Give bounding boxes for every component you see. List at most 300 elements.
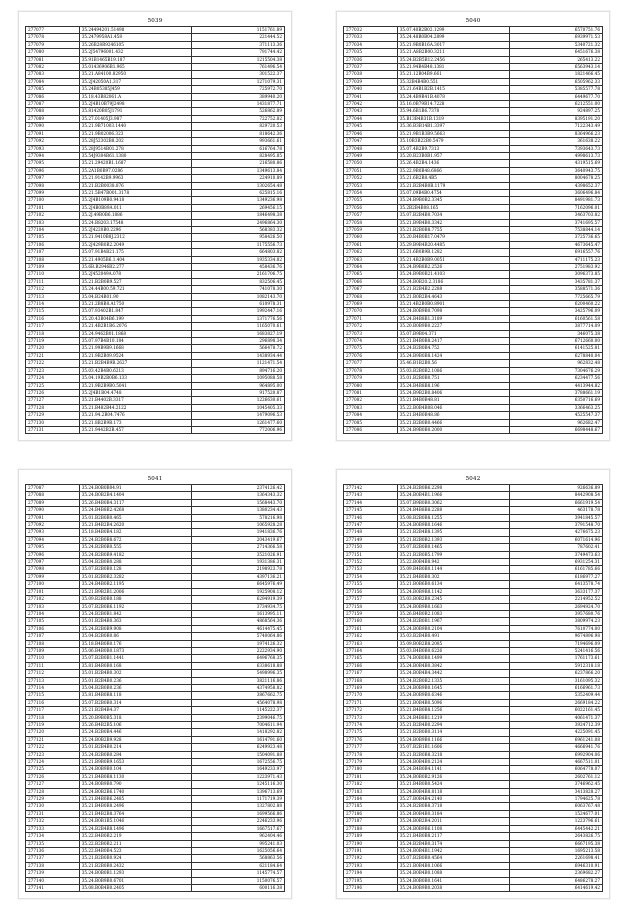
- row-id-cell: 277170: [344, 692, 398, 699]
- row-id-cell: 277091: [26, 130, 80, 137]
- code-cell: 35.08.B2B0B8.1255: [397, 514, 509, 521]
- row-id-cell: 277086: [344, 426, 398, 433]
- row-id-cell: 277126: [26, 389, 80, 396]
- code-cell: 35.21.B0B6B0.6134: [397, 581, 509, 588]
- row-id-cell: 277115: [26, 692, 80, 699]
- code-cell: 35.07.B2B0B6.1192: [79, 603, 191, 610]
- table-row: [344, 625, 603, 632]
- amount-cell: 4319515.69: [510, 160, 603, 167]
- table-row: [344, 803, 603, 810]
- amount-cell: 6414619.42: [510, 884, 603, 891]
- table-row: [344, 810, 603, 817]
- amount-cell: 1672556.75: [192, 759, 285, 766]
- table-row: [344, 175, 603, 182]
- amount-cell: 1165070.61: [192, 323, 285, 330]
- table-row: [344, 870, 603, 877]
- row-id-cell: 277158: [344, 603, 398, 610]
- row-id-cell: 277182: [344, 781, 398, 788]
- code-cell: 35.24.B2B0B0.555: [79, 544, 191, 551]
- code-cell: 35.21.B0B4B0.1066: [397, 862, 509, 869]
- table-row: [26, 204, 285, 211]
- table-row: [26, 167, 285, 174]
- amount-cell: 4225091.45: [510, 729, 603, 736]
- amount-cell: 7004611.94: [192, 722, 285, 729]
- row-id-cell: 277114: [26, 684, 80, 691]
- code-cell: 35.21.99B9B9.1668: [79, 345, 191, 352]
- table-row: [344, 27, 603, 34]
- table-row: [26, 189, 285, 196]
- row-id-cell: 277077: [344, 360, 398, 367]
- code-cell: 35.21.4B2B1B6.2076: [79, 323, 191, 330]
- amount-cell: 4998613.73: [510, 152, 603, 159]
- amount-cell: 924897.25: [510, 108, 603, 115]
- table-row: [26, 397, 285, 404]
- row-id-cell: 277032: [344, 27, 398, 34]
- row-id-cell: 277129: [26, 796, 80, 803]
- row-id-cell: 277107: [26, 249, 80, 256]
- amount-cell: 224910.89: [192, 175, 285, 182]
- code-cell: 35.24.B2B0B4.752: [397, 345, 509, 352]
- row-id-cell: 277179: [344, 759, 398, 766]
- table-row: [26, 338, 285, 345]
- table-row: [26, 596, 285, 603]
- table-row: [26, 684, 285, 691]
- amount-cell: 7122343.49: [510, 123, 603, 130]
- code-cell: 35.94.6B1B6.7378: [397, 108, 509, 115]
- row-id-cell: 277133: [26, 825, 80, 832]
- row-id-cell: 277192: [344, 855, 398, 862]
- table-row: [26, 781, 285, 788]
- code-cell: 35.21.B2B0B5.1799: [397, 551, 509, 558]
- row-id-cell: 277148: [344, 529, 398, 536]
- amount-cell: 1925908.12: [192, 588, 285, 595]
- table-row: [26, 234, 285, 241]
- table-row: [26, 293, 285, 300]
- row-id-cell: 277162: [344, 633, 398, 640]
- row-id-cell: 277173: [344, 714, 398, 721]
- row-id-cell: 277130: [26, 419, 80, 426]
- amount-cell: 1699566.86: [192, 810, 285, 817]
- sheet-title: 5039: [147, 18, 163, 24]
- row-id-cell: 277106: [26, 241, 80, 248]
- code-cell: 35.09.B0B2B8.2085: [397, 640, 509, 647]
- row-id-cell: 277087: [26, 101, 80, 108]
- table-row: [344, 566, 603, 573]
- table-row: [26, 152, 285, 159]
- code-cell: 35.24.B2B0B2.1335: [397, 677, 509, 684]
- amount-cell: 772006.96: [192, 426, 285, 433]
- table-row: [344, 492, 603, 499]
- code-cell: 35.01.B2B4B0.363: [79, 618, 191, 625]
- row-id-cell: 277120: [26, 729, 80, 736]
- code-cell: 35.24.B9B2B0.8406: [397, 389, 509, 396]
- table-row: [344, 877, 603, 884]
- code-cell: 35.21.B4B0B0.302: [397, 573, 509, 580]
- row-id-cell: 277105: [26, 234, 80, 241]
- table-row: [344, 34, 603, 41]
- amount-cell: 6645976.49: [192, 581, 285, 588]
- code-cell: 35.24.B0B9B0.2104: [397, 625, 509, 632]
- code-cell: 35.04.B2B0B0.236: [79, 684, 191, 691]
- row-id-cell: 277109: [26, 264, 80, 271]
- table-row: [344, 389, 603, 396]
- table-row: [344, 115, 603, 122]
- row-id-cell: 277079: [344, 375, 398, 382]
- table-row: [26, 27, 285, 34]
- amount-cell: 818642.36: [192, 130, 285, 137]
- amount-cell: 5340721.32: [510, 41, 603, 48]
- amount-cell: 832506.45: [192, 278, 285, 285]
- row-id-cell: 277105: [26, 618, 80, 625]
- row-id-cell: 277117: [26, 323, 80, 330]
- table-row: [26, 870, 285, 877]
- row-id-cell: 277098: [26, 182, 80, 189]
- amount-cell: 6249923.48: [192, 744, 285, 751]
- table-row: [26, 301, 285, 308]
- row-id-cell: 277189: [344, 833, 398, 840]
- amount-cell: 296898.34: [192, 338, 285, 345]
- row-id-cell: 277102: [26, 212, 80, 219]
- code-cell: 35.26.B4B2B5.106: [79, 722, 191, 729]
- row-id-cell: 277111: [26, 278, 80, 285]
- row-id-cell: 277085: [26, 86, 80, 93]
- table-row: [344, 412, 603, 419]
- amount-cell: 2374126.42: [192, 485, 285, 492]
- row-id-cell: 277088: [26, 492, 80, 499]
- amount-cell: 3877714.09: [510, 323, 603, 330]
- code-cell: 35.01.B2B0B0.751: [397, 375, 509, 382]
- code-cell: 35.24.B0B9B0.1645: [397, 684, 509, 691]
- table-row: [26, 603, 285, 610]
- row-id-cell: 277110: [26, 271, 80, 278]
- code-cell: 35.24.B0B4B8.8118: [397, 788, 509, 795]
- code-cell: 35.21.94B4B48.1381: [397, 64, 509, 71]
- row-id-cell: 277122: [26, 360, 80, 367]
- sheet-5042: [336, 469, 610, 899]
- amount-cell: 5912318.18: [510, 662, 603, 669]
- code-cell: 35.21.9B02006.323: [79, 130, 191, 137]
- amount-cell: 1568443.70: [192, 499, 285, 506]
- code-cell: 35.18.B4B0B4.182: [79, 529, 191, 536]
- amount-cell: 1145222.37: [192, 707, 285, 714]
- table-row: [26, 722, 285, 729]
- row-id-cell: 277042: [344, 101, 398, 108]
- row-id-cell: 277058: [344, 219, 398, 226]
- row-id-cell: 277057: [344, 212, 398, 219]
- row-id-cell: 277172: [344, 707, 398, 714]
- amount-cell: 1935334.82: [192, 256, 285, 263]
- code-cell: 35.24.B0B4B1.1942: [397, 847, 509, 854]
- amount-cell: 6200460.22: [510, 301, 603, 308]
- table-row: [26, 766, 285, 773]
- row-id-cell: 277071: [344, 315, 398, 322]
- sheet-5039: [18, 11, 292, 441]
- row-id-cell: 277107: [26, 633, 80, 640]
- code-cell: 35.21.9B2B9B0.5041: [79, 382, 191, 389]
- amount-cell: 568863.56: [192, 855, 285, 862]
- amount-cell: 3924712.39: [510, 722, 603, 729]
- table-row: [26, 271, 285, 278]
- table-row: [344, 145, 603, 152]
- code-cell: 35.21.94.2B04.7476: [79, 412, 191, 419]
- amount-cell: 6661919.54: [510, 499, 603, 506]
- row-id-cell: 277108: [26, 256, 80, 263]
- table-row: [26, 93, 285, 100]
- table-row: [344, 759, 603, 766]
- row-id-cell: 277088: [26, 108, 80, 115]
- row-id-cell: 277118: [26, 714, 80, 721]
- code-cell: 35.2A1B0B97.0286: [79, 167, 191, 174]
- row-id-cell: 277100: [26, 581, 80, 588]
- table-row: [26, 485, 285, 492]
- amount-cell: 1065928.28: [192, 522, 285, 529]
- row-id-cell: 277104: [26, 226, 80, 233]
- row-id-cell: 277049: [344, 152, 398, 159]
- amount-cell: 6278840.04: [510, 352, 603, 359]
- table-row: [344, 338, 603, 345]
- amount-cell: 3633177.37: [510, 588, 603, 595]
- amount-cell: 3606496.84: [510, 189, 603, 196]
- code-cell: 35.24.B0B4B0.3842: [397, 662, 509, 669]
- amount-cell: 6712660.00: [510, 338, 603, 345]
- amount-cell: 6413578.74: [510, 581, 603, 588]
- code-cell: 35.24.B0B2B4.1404: [79, 492, 191, 499]
- code-cell: 35.24.B4B0B2.1195: [79, 581, 191, 588]
- table-row: [344, 818, 603, 825]
- table-row: [26, 788, 285, 795]
- amount-cell: 6451676.38: [510, 49, 603, 56]
- row-id-cell: 277101: [26, 204, 80, 211]
- amount-cell: 6064778.07: [510, 766, 603, 773]
- code-cell: 35.24.B0B0B04.91: [79, 485, 191, 492]
- code-cell: 35.2J54796001.432: [79, 49, 191, 56]
- code-cell: 35.24.B4B8B1.1219: [397, 714, 509, 721]
- table-row: [344, 640, 603, 647]
- row-id-cell: 277123: [26, 367, 80, 374]
- row-id-cell: 277094: [26, 152, 80, 159]
- table-row: [344, 655, 603, 662]
- amount-cell: 3788661.19: [510, 389, 603, 396]
- amount-cell: 6946310.91: [510, 862, 603, 869]
- amount-cell: 1931386.31: [192, 559, 285, 566]
- table-row: [344, 522, 603, 529]
- code-cell: 35.01.B2B4B0.302: [79, 670, 191, 677]
- row-id-cell: 277033: [344, 34, 398, 41]
- table-row: [344, 618, 603, 625]
- row-id-cell: 277114: [26, 301, 80, 308]
- code-cell: 35.16.0B79B14.7228: [397, 101, 509, 108]
- code-cell: 35.24.B4B8B1.3189: [397, 315, 509, 322]
- amount-cell: 6212551.00: [510, 101, 603, 108]
- amount-cell: 1327802.88: [192, 803, 285, 810]
- code-cell: 35.06.B4B0B0.1873: [79, 647, 191, 654]
- code-cell: 35.21.B2B0038.876: [79, 182, 191, 189]
- table-row: [26, 855, 285, 862]
- table-row: [26, 138, 285, 145]
- amount-cell: 346075.38: [510, 330, 603, 337]
- table-row: [26, 86, 285, 93]
- row-id-cell: 277151: [344, 551, 398, 558]
- table-row: [26, 744, 285, 751]
- code-cell: 35.36.B3B14B1.3397: [397, 123, 509, 130]
- row-id-cell: 277138: [26, 862, 80, 869]
- amount-cell: 2751983.92: [510, 264, 603, 271]
- amount-cell: 4667511.01: [510, 759, 603, 766]
- table-row: [344, 707, 603, 714]
- amount-cell: 4061471.37: [510, 714, 603, 721]
- code-cell: 35.24.B0B4B0.3184: [397, 810, 509, 817]
- row-id-cell: 277081: [344, 389, 398, 396]
- table-row: [344, 825, 603, 832]
- amount-cell: 1431877.71: [192, 101, 285, 108]
- row-id-cell: 277129: [26, 412, 80, 419]
- amount-cell: 894716.20: [192, 367, 285, 374]
- amount-cell: 578216.98: [192, 514, 285, 521]
- table-row: [344, 507, 603, 514]
- row-id-cell: 277130: [26, 803, 80, 810]
- amount-cell: 1082143.70: [192, 293, 285, 300]
- code-cell: 35.21.B2B4B2.2288: [397, 286, 509, 293]
- table-row: [344, 71, 603, 78]
- amount-cell: 3809974.23: [510, 618, 603, 625]
- table-row: [26, 175, 285, 182]
- table-row: [26, 64, 285, 71]
- table-row: [344, 108, 603, 115]
- code-cell: 35.01436906B1.965: [79, 64, 191, 71]
- code-cell: 35.21.6B2B8.4B5: [397, 175, 509, 182]
- row-id-cell: 277062: [344, 249, 398, 256]
- row-id-cell: 277034: [344, 41, 398, 48]
- table-row: [26, 308, 285, 315]
- code-cell: 35.24.B9B8B2.2526: [397, 264, 509, 271]
- code-cell: 35.21.B2B0B0.3114: [397, 729, 509, 736]
- amount-cell: 4525547.37: [510, 412, 603, 419]
- amount-cell: 568383.32: [192, 226, 285, 233]
- amount-cell: 2399046.75: [192, 714, 285, 721]
- table-row: [344, 847, 603, 854]
- table-row: [26, 618, 285, 625]
- code-cell: 35.24.B0B4B0.1088: [397, 870, 509, 877]
- amount-cell: 664803.82: [192, 249, 285, 256]
- amount-cell: 1150076.57: [192, 877, 285, 884]
- table-row: [344, 744, 603, 751]
- amount-cell: 958426.50: [192, 234, 285, 241]
- code-cell: 35.01.B2B0B2.3282: [79, 573, 191, 580]
- amount-cell: 1095088.58: [192, 375, 285, 382]
- table-row: [344, 301, 603, 308]
- code-cell: 35.21.B2B0B2.1393: [397, 536, 509, 543]
- code-cell: 35.2J452049A.078: [79, 271, 191, 278]
- table-row: [26, 847, 285, 854]
- table-row: [344, 514, 603, 521]
- row-id-cell: 277174: [344, 722, 398, 729]
- code-cell: 35.22.B4B0B4.523: [79, 847, 191, 854]
- amount-cell: 6141525.81: [510, 345, 603, 352]
- table-row: [344, 138, 603, 145]
- amount-cell: 2214952.52: [510, 596, 603, 603]
- amount-cell: 3521026.91: [192, 551, 285, 558]
- amount-cell: 1349236.98: [192, 197, 285, 204]
- code-cell: 35.2J42050A1.317: [79, 78, 191, 85]
- row-id-cell: 277135: [26, 840, 80, 847]
- data-table: [343, 26, 603, 434]
- table-row: [26, 101, 285, 108]
- row-id-cell: 277104: [26, 610, 80, 617]
- row-id-cell: 277139: [26, 870, 80, 877]
- row-id-cell: 277180: [344, 766, 398, 773]
- table-row: [344, 596, 603, 603]
- row-id-cell: 277188: [344, 825, 398, 832]
- row-id-cell: 277055: [344, 197, 398, 204]
- code-cell: 35.21.12B04B9.661: [397, 71, 509, 78]
- amount-cell: 1121471.54: [192, 360, 285, 367]
- table-row: [26, 115, 285, 122]
- table-row: [344, 670, 603, 677]
- amount-cell: 1261477.60: [192, 419, 285, 426]
- table-row: [344, 610, 603, 617]
- row-id-cell: 277090: [26, 123, 80, 130]
- amount-cell: 6350716.69: [510, 397, 603, 404]
- row-id-cell: 277092: [26, 138, 80, 145]
- row-id-cell: 277119: [26, 338, 80, 345]
- code-cell: 35.24.B9B0B0.2000: [397, 426, 509, 433]
- code-cell: 35.2J4B1B04.4748: [79, 389, 191, 396]
- row-id-cell: 277038: [344, 71, 398, 78]
- table-row: [344, 249, 603, 256]
- code-cell: 35.04.19B2B0B6.133: [79, 375, 191, 382]
- code-cell: 35.24.B0B9B0.790: [79, 781, 191, 788]
- code-cell: 35.07.B9B04.371: [397, 330, 509, 337]
- row-id-cell: 277061: [344, 241, 398, 248]
- amount-cell: 5241416.56: [510, 647, 603, 654]
- amount-cell: 600116.38: [192, 884, 285, 891]
- row-id-cell: 277195: [344, 877, 398, 884]
- amount-cell: 1175556.73: [192, 241, 285, 248]
- amount-cell: 5498996.35: [192, 670, 285, 677]
- code-cell: 35.24.B4B0B4.1141: [397, 766, 509, 773]
- amount-cell: 6022161.45: [510, 707, 603, 714]
- amount-cell: 6445442.21: [510, 825, 603, 832]
- amount-cell: 4614475.45: [192, 625, 285, 632]
- table-row: [26, 360, 285, 367]
- code-cell: 35.24.48B0B04.2899: [397, 34, 509, 41]
- code-cell: 35.32B4B4B0.551: [397, 78, 509, 85]
- amount-cell: 6961241.08: [510, 736, 603, 743]
- amount-cell: 2643826.75: [510, 833, 603, 840]
- table-row: [344, 729, 603, 736]
- code-cell: 35.24.B4B8B8.2288: [397, 507, 509, 514]
- table-row: [26, 803, 285, 810]
- row-id-cell: 277046: [344, 130, 398, 137]
- amount-cell: 4666941.76: [510, 744, 603, 751]
- table-row: [26, 759, 285, 766]
- table-row: [26, 736, 285, 743]
- table-row: [26, 219, 285, 226]
- code-cell: 35.21.8B2B9B.173: [79, 419, 191, 426]
- code-cell: 35.21.29420B1.1687: [79, 160, 191, 167]
- amount-cell: 1380234.43: [192, 507, 285, 514]
- table-row: [26, 182, 285, 189]
- row-id-cell: 277160: [344, 618, 398, 625]
- table-row: [26, 877, 285, 884]
- row-id-cell: 277053: [344, 182, 398, 189]
- code-cell: 35.01.B2B4B0.214: [79, 744, 191, 751]
- amount-cell: 389940.20: [192, 93, 285, 100]
- table-row: [26, 241, 285, 248]
- table-row: [344, 352, 603, 359]
- table-row: [26, 367, 285, 374]
- code-cell: 35.81420B05J1791: [79, 108, 191, 115]
